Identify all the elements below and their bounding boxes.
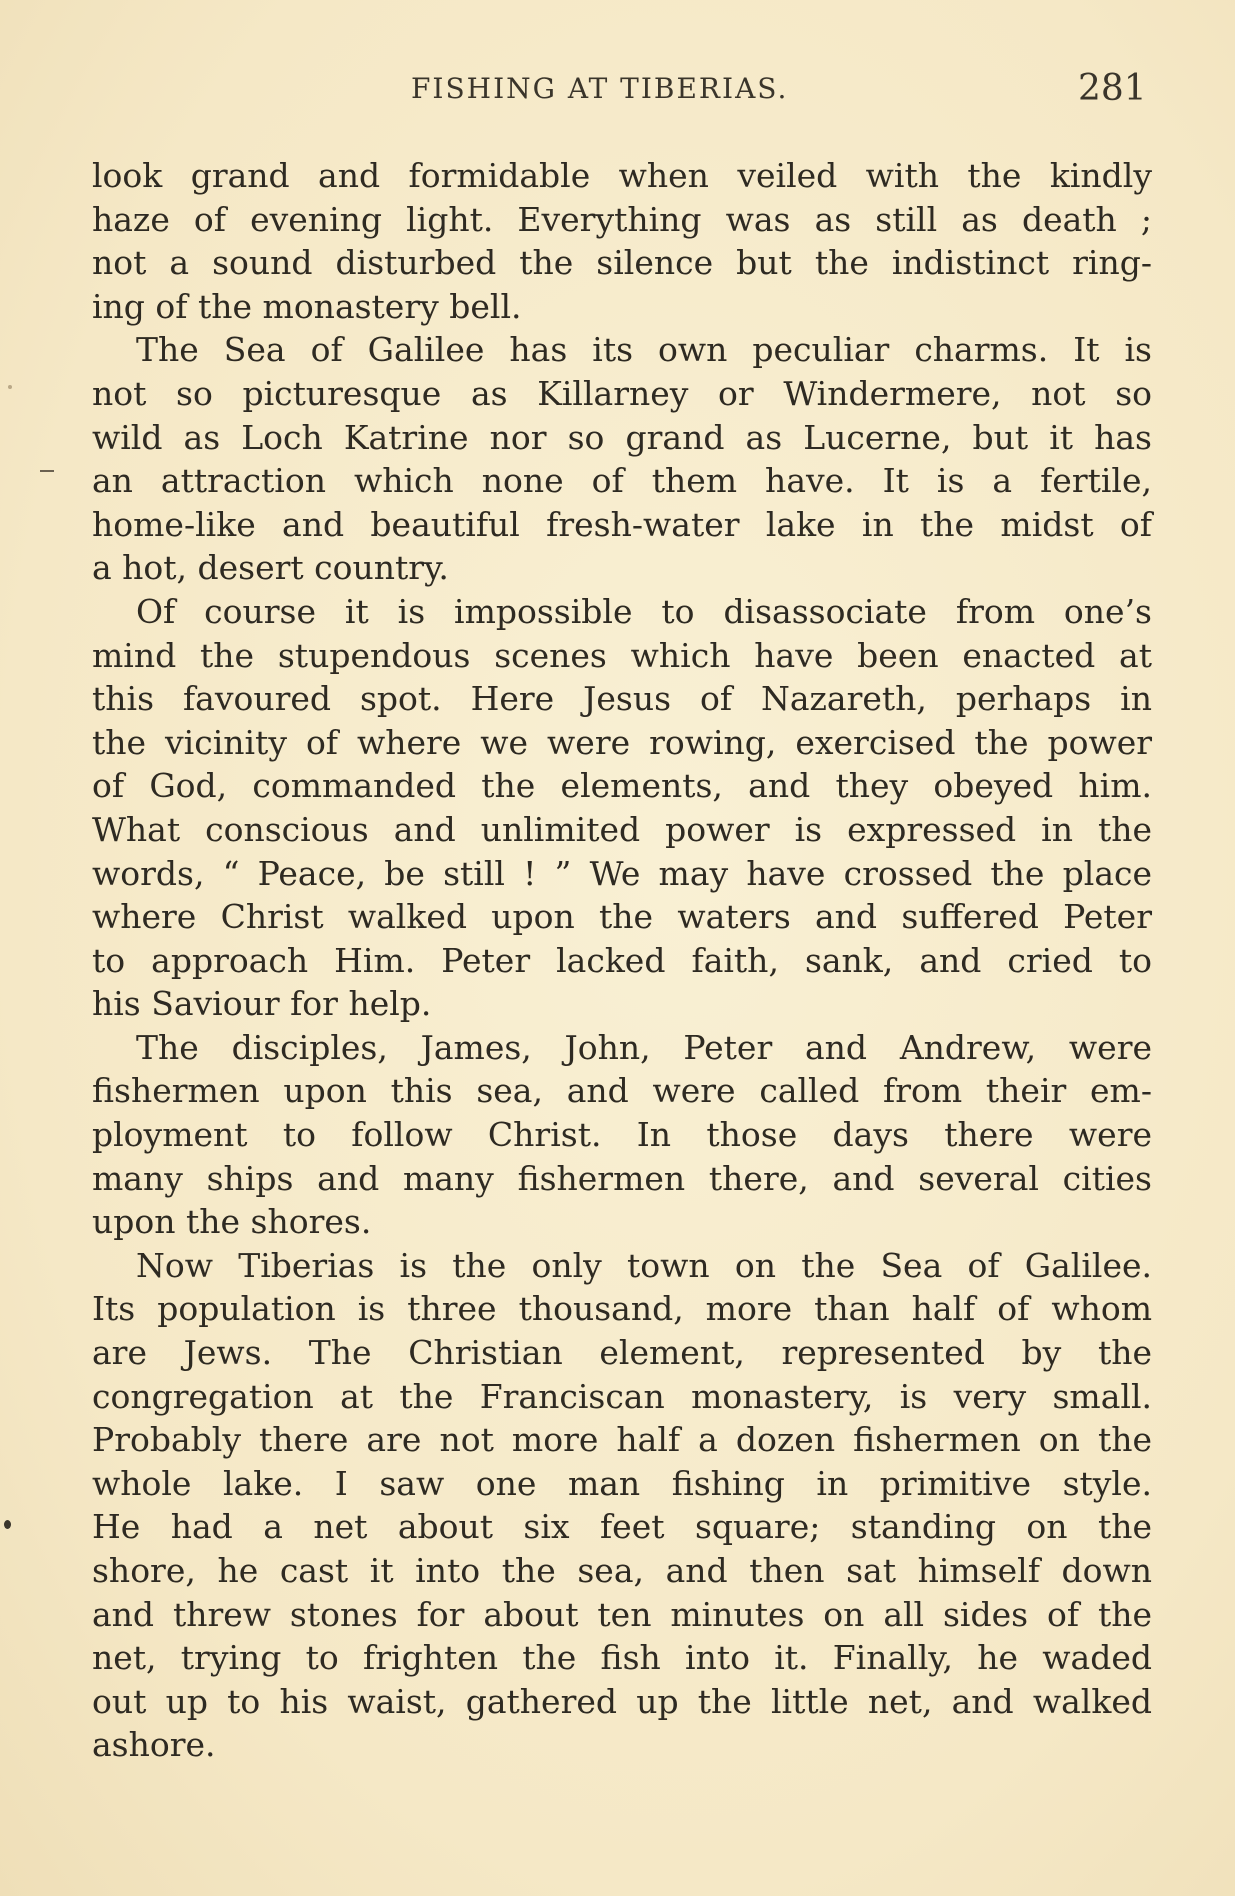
text-line: fishermen upon this sea, and were called from their em-: [92, 1071, 1152, 1111]
text-line: this favoured spot. Here Jesus of Nazareth, perhaps in: [92, 679, 1152, 719]
paragraph: [92, 1244, 1152, 1767]
paragraph: [92, 590, 1152, 1026]
text-line: and threw stones for about ten minutes on all sides of the: [92, 1594, 1152, 1634]
text-line: are Jews. The Christian element, represented by the: [92, 1333, 1152, 1373]
margin-dot-mark: [4, 1520, 11, 1529]
text-line: Now Tiberias is the only town on the Sea of Galilee.: [136, 1245, 1152, 1285]
text-line: where Christ walked upon the waters and suffered Peter: [92, 897, 1152, 937]
text-line: He had a net about six feet square; standing on the: [92, 1507, 1152, 1547]
paragraph: [92, 328, 1152, 590]
text-line: ashore.: [92, 1725, 216, 1765]
paragraph: [92, 154, 1152, 328]
text-line: shore, he cast it into the sea, and then sat himself down: [92, 1551, 1152, 1590]
margin-dash-mark: [40, 470, 54, 472]
text-line: not a sound disturbed the silence but the indistinct ring-: [92, 243, 1152, 283]
text-line: ployment to follow Christ. In those days there were: [92, 1115, 1152, 1155]
text-line: net, trying to frighten the fish into it. Finally, he waded: [92, 1638, 1152, 1678]
text-line: words, “ Peace, be still ! ” We may have crossed the place: [92, 853, 1152, 893]
text-line: Its population is three thousand, more than half of whom: [92, 1289, 1152, 1329]
text-line: Of course it is impossible to disassociate from one’s: [136, 591, 1152, 631]
text-line: Probably there are not more half a dozen fishermen on the: [92, 1420, 1152, 1460]
text-line: whole lake. I saw one man fishing in primitive style.: [92, 1463, 1152, 1503]
text-line: a hot, desert country.: [92, 548, 449, 588]
text-line: an attraction which none of them have. It is a fertile,: [92, 461, 1152, 501]
text-line: congregation at the Franciscan monastery, is very small.: [92, 1376, 1152, 1416]
paragraph: [92, 1026, 1152, 1244]
text-line: look grand and formidable when veiled with the kindly: [92, 156, 1152, 195]
text-line: ing of the monastery bell.: [92, 286, 522, 326]
page-number: 281: [1078, 68, 1147, 109]
text-line: wild as Loch Katrine nor so grand as Lucerne, but it has: [92, 417, 1152, 457]
margin-speck: [8, 385, 12, 389]
text-line: home-like and beautiful fresh-water lake in the midst of: [92, 504, 1152, 544]
text-line: to approach Him. Peter lacked faith, sank, and cried to: [92, 940, 1152, 980]
text-line: mind the stupendous scenes which have been enacted at: [92, 635, 1152, 675]
text-line: The disciples, James, John, Peter and Andrew, were: [136, 1027, 1152, 1067]
text-line: the vicinity of where we were rowing, exercised the power: [92, 722, 1152, 762]
text-line: his Saviour for help.: [92, 984, 432, 1024]
text-line: What conscious and unlimited power is expressed in the: [92, 809, 1152, 849]
text-line: of God, commanded the elements, and they obeyed him.: [92, 766, 1152, 806]
text-line: many ships and many fishermen there, and several cities: [92, 1158, 1152, 1198]
text-line: not so picturesque as Killarney or Windermere, not so: [92, 373, 1152, 413]
text-line: haze of evening light. Everything was as still as death ;: [92, 199, 1152, 239]
body-text: [92, 154, 1152, 1767]
running-head: FISHING AT TIBERIAS.: [411, 72, 789, 105]
text-line: out up to his waist, gathered up the little net, and walked: [92, 1681, 1152, 1721]
text-line: upon the shores.: [92, 1202, 372, 1242]
text-line: The Sea of Galilee has its own peculiar charms. It is: [136, 330, 1152, 370]
